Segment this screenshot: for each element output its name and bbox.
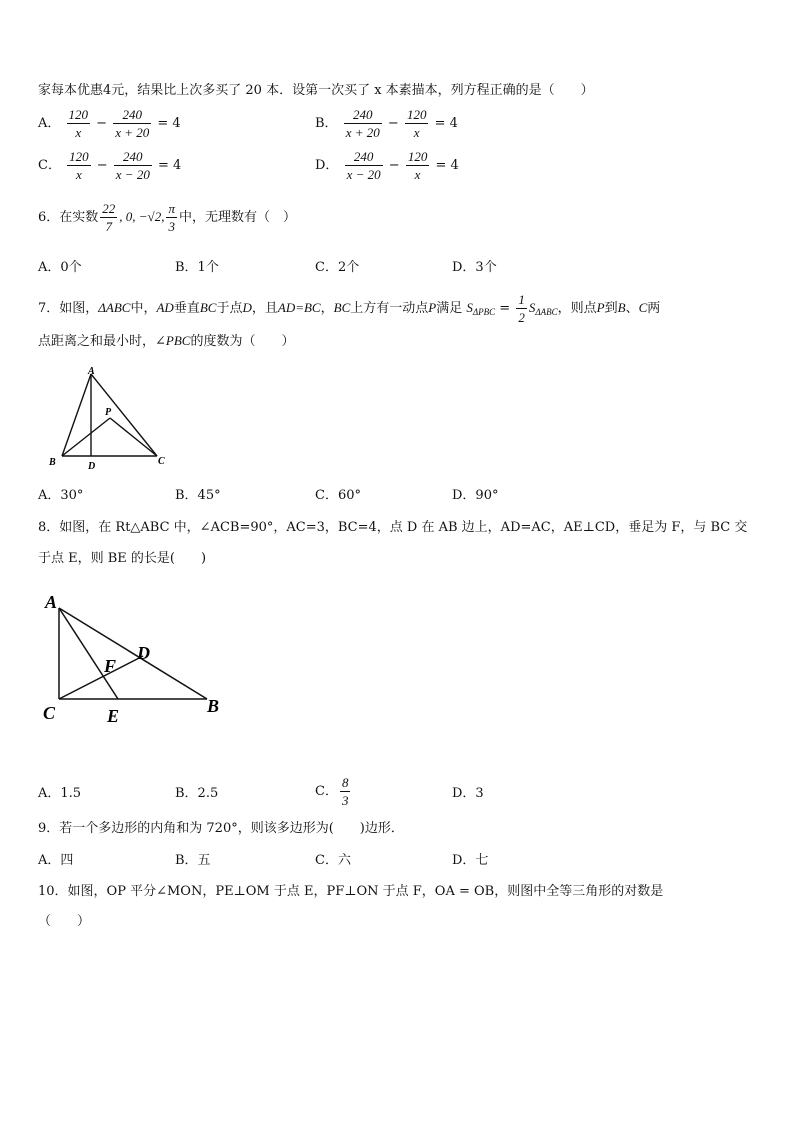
q7-triangle-figure	[44, 362, 174, 474]
q8-option-b: B．2.5	[175, 786, 219, 801]
q8-option-c: C． $\frac{8}{3}$	[315, 775, 349, 808]
q5-stem: 家每本优惠4元，结果比上次多买了 20 本．设第一次买了 x 本素描本，列方程正确的是（ ）	[38, 83, 594, 98]
q9-option-c: C．六	[315, 853, 351, 868]
q7-label-a: A	[88, 366, 95, 377]
q7-stem-line2: 点距离之和最小时，∠PBC的度数为（ ）	[38, 333, 295, 349]
q8-segment-ae	[59, 608, 118, 699]
q8-label-d: D	[137, 643, 150, 663]
q7-label-d: D	[88, 461, 96, 472]
q5-option-c: C． $\frac{120}{x}$ − $\frac{240}{x - 20}$ = 4	[38, 149, 182, 182]
q8-label-b: B	[207, 696, 220, 716]
q10-stem-line2: （ ）	[38, 914, 91, 929]
q8-triangle-figure	[40, 590, 230, 730]
q7-stem-line1: 7．如图，ΔABC中，AD垂直BC于点D，且AD=BC，BC上方有一动点P满足 $S_{\Delta PBC}$ = $\frac{1}{2}$ $S_{\Delta ABC}$，则点P到B、C两	[38, 292, 661, 325]
q5-option-b: B． $\frac{240}{x + 20}$ − $\frac{120}{x}$ = 4	[315, 107, 458, 140]
q8-segment-cd	[59, 656, 143, 699]
q9-option-d: D．七	[452, 853, 489, 868]
q6-option-c: C．2个	[315, 260, 360, 275]
q6-option-a: A．0个	[38, 260, 82, 275]
q6-option-d: D．3个	[452, 260, 497, 275]
q7-label-p: P	[105, 407, 112, 418]
q7-option-b: B．45°	[175, 488, 221, 503]
q6-stem: 6．在实数 $\frac{22}{7}$ , 0, −√2, $\frac{\pi}{3}$ 中，无理数有（ ）	[38, 201, 296, 234]
q8-stem-line1: 8．如图，在 Rt△ABC 中，∠ACB=90°，AC=3，BC=4，点 D 在 AB 边上，AD=AC，AE⊥CD，垂足为 F，与 BC 交	[38, 520, 748, 535]
q8-label-e: E	[107, 706, 120, 726]
q7-label-b: B	[49, 457, 56, 468]
q8-segment-ab	[59, 608, 207, 699]
q8-label-a: A	[45, 592, 58, 612]
q8-stem-line2: 于点 E，则 BE 的长是( )	[38, 551, 207, 566]
q8-option-d: D．3	[452, 786, 484, 801]
q8-label-c: C	[43, 703, 56, 723]
q9-option-a: A．四	[38, 853, 74, 868]
q7-option-d: D．90°	[452, 488, 499, 503]
q7-option-c: C．60°	[315, 488, 361, 503]
q5-option-a: A． $\frac{120}{x}$ − $\frac{240}{x + 20}$ = 4	[38, 107, 181, 140]
q6-option-b: B．1个	[175, 260, 219, 275]
q7-segment-ac	[91, 374, 157, 456]
q7-option-a: A．30°	[38, 488, 84, 503]
q5-option-d: D． $\frac{240}{x - 20}$ − $\frac{120}{x}$ = 4	[315, 149, 459, 182]
q7-segment-pc	[110, 418, 157, 456]
q7-label-c: C	[158, 456, 165, 467]
q8-label-f: F	[104, 656, 117, 676]
q9-option-b: B．五	[175, 853, 211, 868]
q8-option-a: A．1.5	[38, 786, 82, 801]
q9-stem: 9．若一个多边形的内角和为 720°，则该多边形为( )边形．	[38, 821, 404, 836]
q10-stem-line1: 10．如图，OP 平分∠MON，PE⊥OM 于点 E，PF⊥ON 于点 F，OA = OB，则图中全等三角形的对数是	[38, 884, 664, 899]
